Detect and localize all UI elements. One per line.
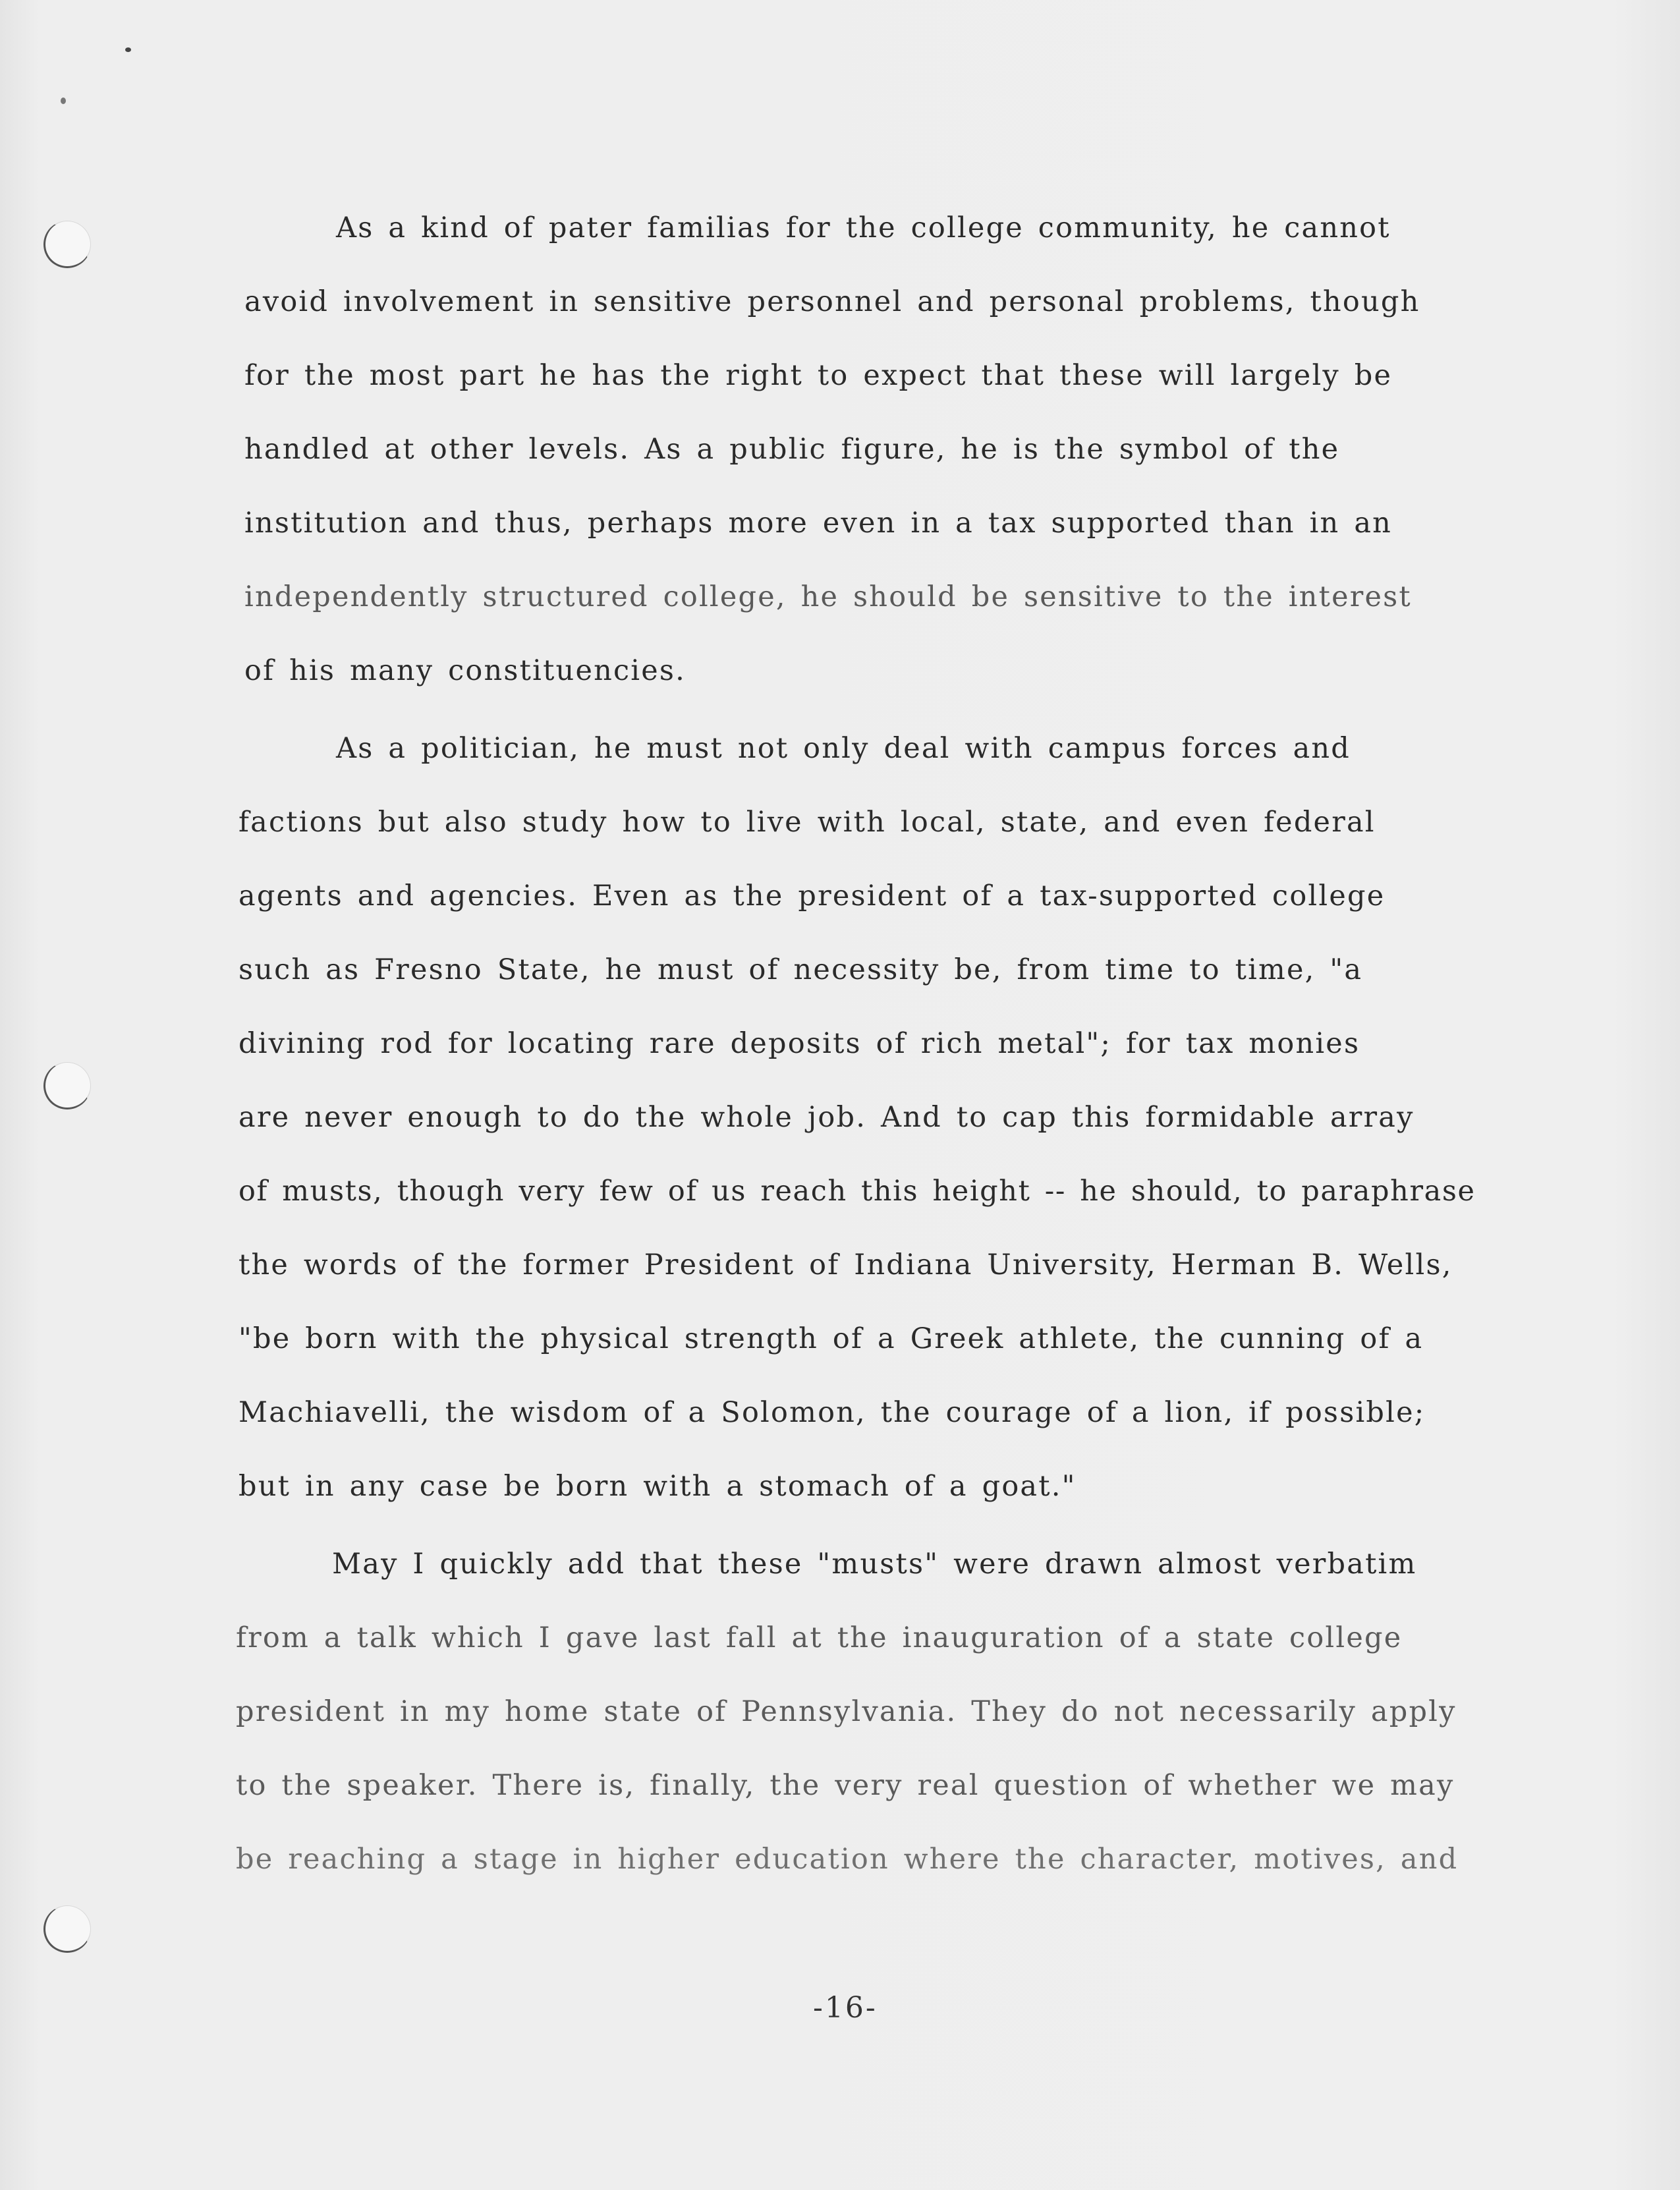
text-line: avoid involvement in sensitive personnel and personal problems, though [244,285,1420,318]
text-line: As a kind of pater familias for the college community, he cannot [336,211,1391,244]
text-line: Machiavelli, the wisdom of a Solomon, the courage of a lion, if possible; [238,1396,1426,1429]
text-line: such as Fresno State, he must of necessity be, from time to time, "a [238,953,1363,986]
text-line: are never enough to do the whole job. And to cap this formidable array [238,1101,1414,1134]
scan-speck [125,47,131,52]
text-line: "be born with the physical strength of a Greek athlete, the cunning of a [238,1322,1424,1355]
text-line: factions but also study how to live with local, state, and even federal [238,806,1376,839]
text-line: divining rod for locating rare deposits of rich metal"; for tax monies [238,1027,1360,1060]
text-line: the words of the former President of Indiana University, Herman B. Wells, [238,1249,1453,1281]
text-line: president in my home state of Pennsylvania. They do not necessarily apply [236,1695,1457,1728]
text-line: be reaching a stage in higher education where the character, motives, and [236,1843,1459,1876]
text-line: independently structured college, he should be sensitive to the interest [244,580,1412,613]
text-line: May I quickly add that these "musts" were drawn almost verbatim [332,1548,1417,1581]
binder-hole-middle [43,1062,91,1109]
text-line: to the speaker. There is, finally, the very real question of whether we may [236,1769,1455,1802]
text-line: but in any case be born with a stomach of a goat." [238,1470,1077,1503]
text-line: As a politician, he must not only deal with campus forces and [336,732,1351,765]
text-line: agents and agencies. Even as the president of a tax-supported college [238,880,1386,912]
binder-hole-bottom [43,1905,91,1953]
page-number: -16- [813,1991,878,2025]
scan-speck [61,98,66,104]
text-line: institution and thus, perhaps more even in a tax supported than in an [244,507,1393,540]
text-line: of his many constituencies. [244,654,686,687]
binder-hole-top [43,221,91,268]
text-line: from a talk which I gave last fall at the inauguration of a state college [236,1621,1403,1654]
text-line: for the most part he has the right to expect that these will largely be [244,359,1393,392]
text-line: of musts, though very few of us reach this height -- he should, to paraphrase [238,1175,1476,1208]
text-line: handled at other levels. As a public figure, he is the symbol of the [244,433,1340,466]
